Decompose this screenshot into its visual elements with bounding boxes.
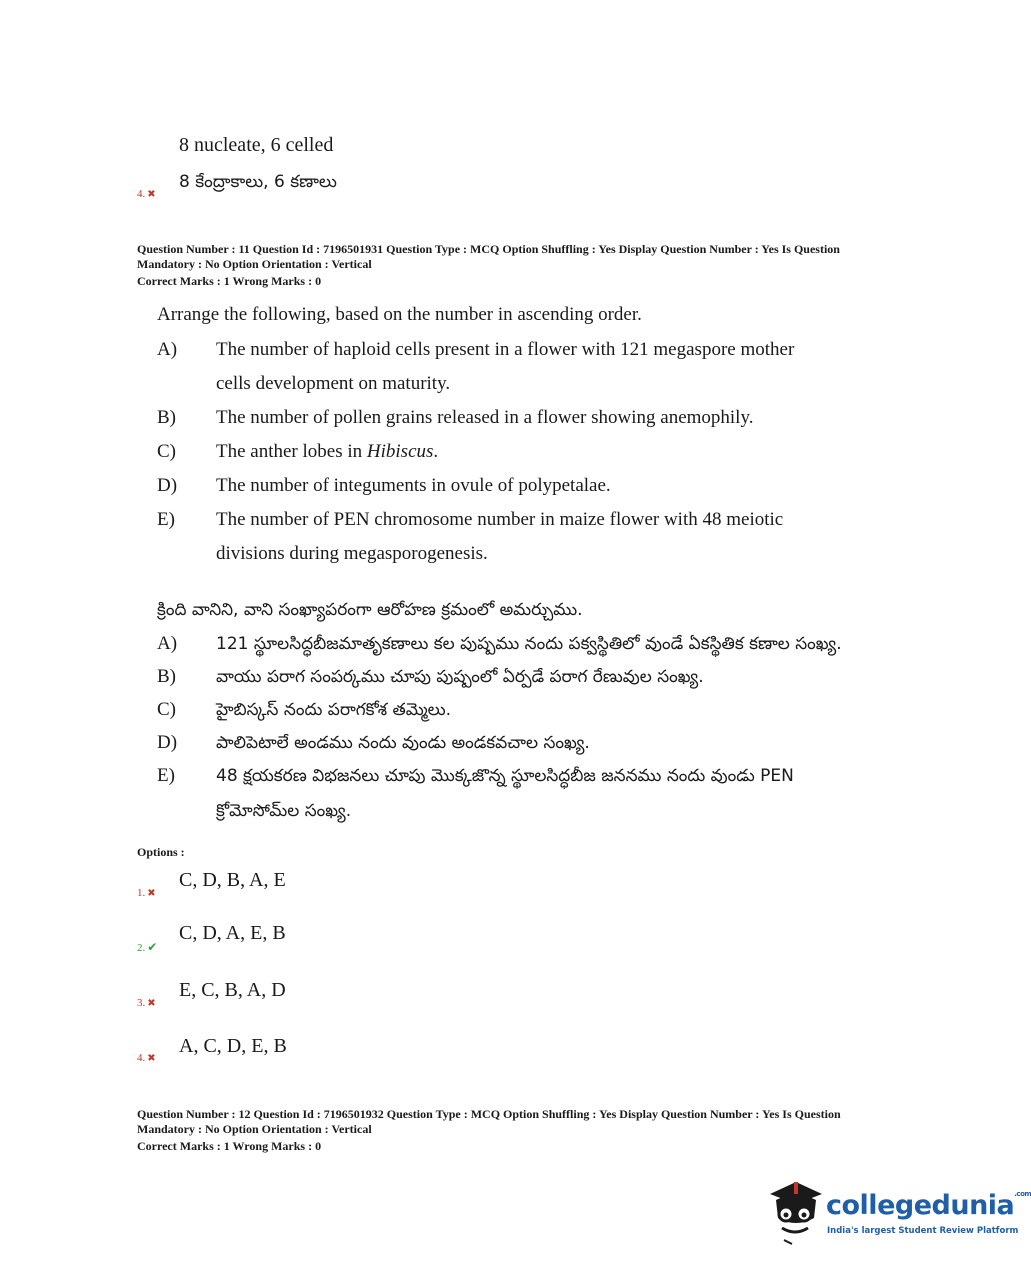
student-mascot-icon — [766, 1178, 824, 1246]
q11-item-te-c: C) హైబిస్కస్ నందు పరాగకోశ తమ్మెలు. — [157, 699, 452, 720]
prev-option-text-en: 8 nucleate, 6 celled — [179, 134, 334, 156]
q11-item-en-d: D) The number of integuments in ovule of polypetalae. — [157, 475, 611, 496]
q11-meta — [137, 242, 917, 289]
q11-item-te-e: E) 48 క్షయకరణ విభజనలు చూపు మొక్కజొన్న స్థూలసిద్ధబీజ జననము నందు వుండు PEN — [157, 765, 794, 786]
option-3-number: 3. ✖ — [137, 997, 156, 1009]
q11-meta-line1: Question Number : 11 Question Id : 7196501931 Question Type : MCQ Option Shuffling : Yes Display Question Number : Yes Is Question — [137, 242, 840, 256]
q11-item-en-e: E) The number of PEN chromosome number in maize flower with 48 meiotic — [157, 509, 784, 530]
option-4-number: 4. ✖ — [137, 1052, 156, 1064]
prev-option-number: 4. ✖ — [137, 188, 156, 200]
q12-meta — [137, 1107, 917, 1154]
correct-check-icon: ✔ — [147, 940, 158, 954]
q11-stem-te: క్రింది వానిని, వాని సంఖ్యాపరంగా ఆరోహణ క్రమంలో అమర్చుము. — [157, 600, 583, 620]
wrong-mark-icon: ✖ — [147, 888, 156, 899]
q11-stem-en: Arrange the following, based on the number in ascending order. — [157, 304, 642, 325]
q12-meta-line2: Mandatory : No Option Orientation : Vertical — [137, 1122, 372, 1136]
q11-item-te-b: B) వాయు పరాగ సంపర్కము చూపు పుష్పంలో ఏర్పడే పరాగ రేణువుల సంఖ్య. — [157, 666, 704, 687]
q11-item-te-d: D) పాలిపెటాలే అండము నందు వుండు అండకవచాల సంఖ్య. — [157, 732, 590, 753]
option-2-number: 2. ✔ — [137, 940, 158, 954]
q11-item-en-e-cont: divisions during megasporogenesis. — [216, 543, 488, 564]
q11-meta-line3: Correct Marks : 1 Wrong Marks : 0 — [137, 274, 322, 288]
option-4-text: A, C, D, E, B — [179, 1035, 287, 1057]
q11-item-te-e-cont: క్రోమోసోమ్‌ల సంఖ్య. — [216, 801, 352, 821]
wrong-mark-icon: ✖ — [147, 998, 156, 1009]
wrong-mark-icon: ✖ — [147, 1053, 156, 1064]
q11-item-te-a: A) 121 స్థూలసిద్ధబీజమాతృకణాలు కల పుష్పము నందు పక్వస్థితిలో వుండే ఏకస్థితిక కణాల సంఖ్య. — [157, 633, 842, 654]
prev-option-text-te: 8 కేంద్రాకాలు, 6 కణాలు — [179, 172, 337, 192]
q12-meta-line1: Question Number : 12 Question Id : 7196501932 Question Type : MCQ Option Shuffling : Yes Display Question Number : Yes Is Question — [137, 1107, 841, 1121]
q11-item-en-a: A) The number of haploid cells present in a flower with 121 megaspore mother — [157, 339, 795, 360]
option-2-text: C, D, A, E, B — [179, 922, 286, 944]
q11-item-en-a-cont: cells development on maturity. — [216, 373, 451, 394]
option-1-text: C, D, B, A, E — [179, 869, 286, 891]
wrong-mark-icon: ✖ — [147, 189, 156, 200]
q12-meta-line3: Correct Marks : 1 Wrong Marks : 0 — [137, 1139, 322, 1153]
logo-tagline: India's largest Student Review Platform — [827, 1226, 1019, 1236]
q11-meta-line2: Mandatory : No Option Orientation : Vertical — [137, 257, 372, 271]
options-label: Options : — [137, 845, 185, 859]
collegedunia-logo — [766, 1176, 1031, 1248]
q11-item-en-b: B) The number of pollen grains released in a flower showing anemophily. — [157, 407, 754, 428]
option-1-number: 1. ✖ — [137, 887, 156, 899]
q11-item-en-c: C) The anther lobes in Hibiscus. — [157, 441, 439, 462]
option-3-text: E, C, B, A, D — [179, 979, 286, 1001]
logo-name: collegedunia$^{.com}$ — [826, 1190, 1031, 1221]
